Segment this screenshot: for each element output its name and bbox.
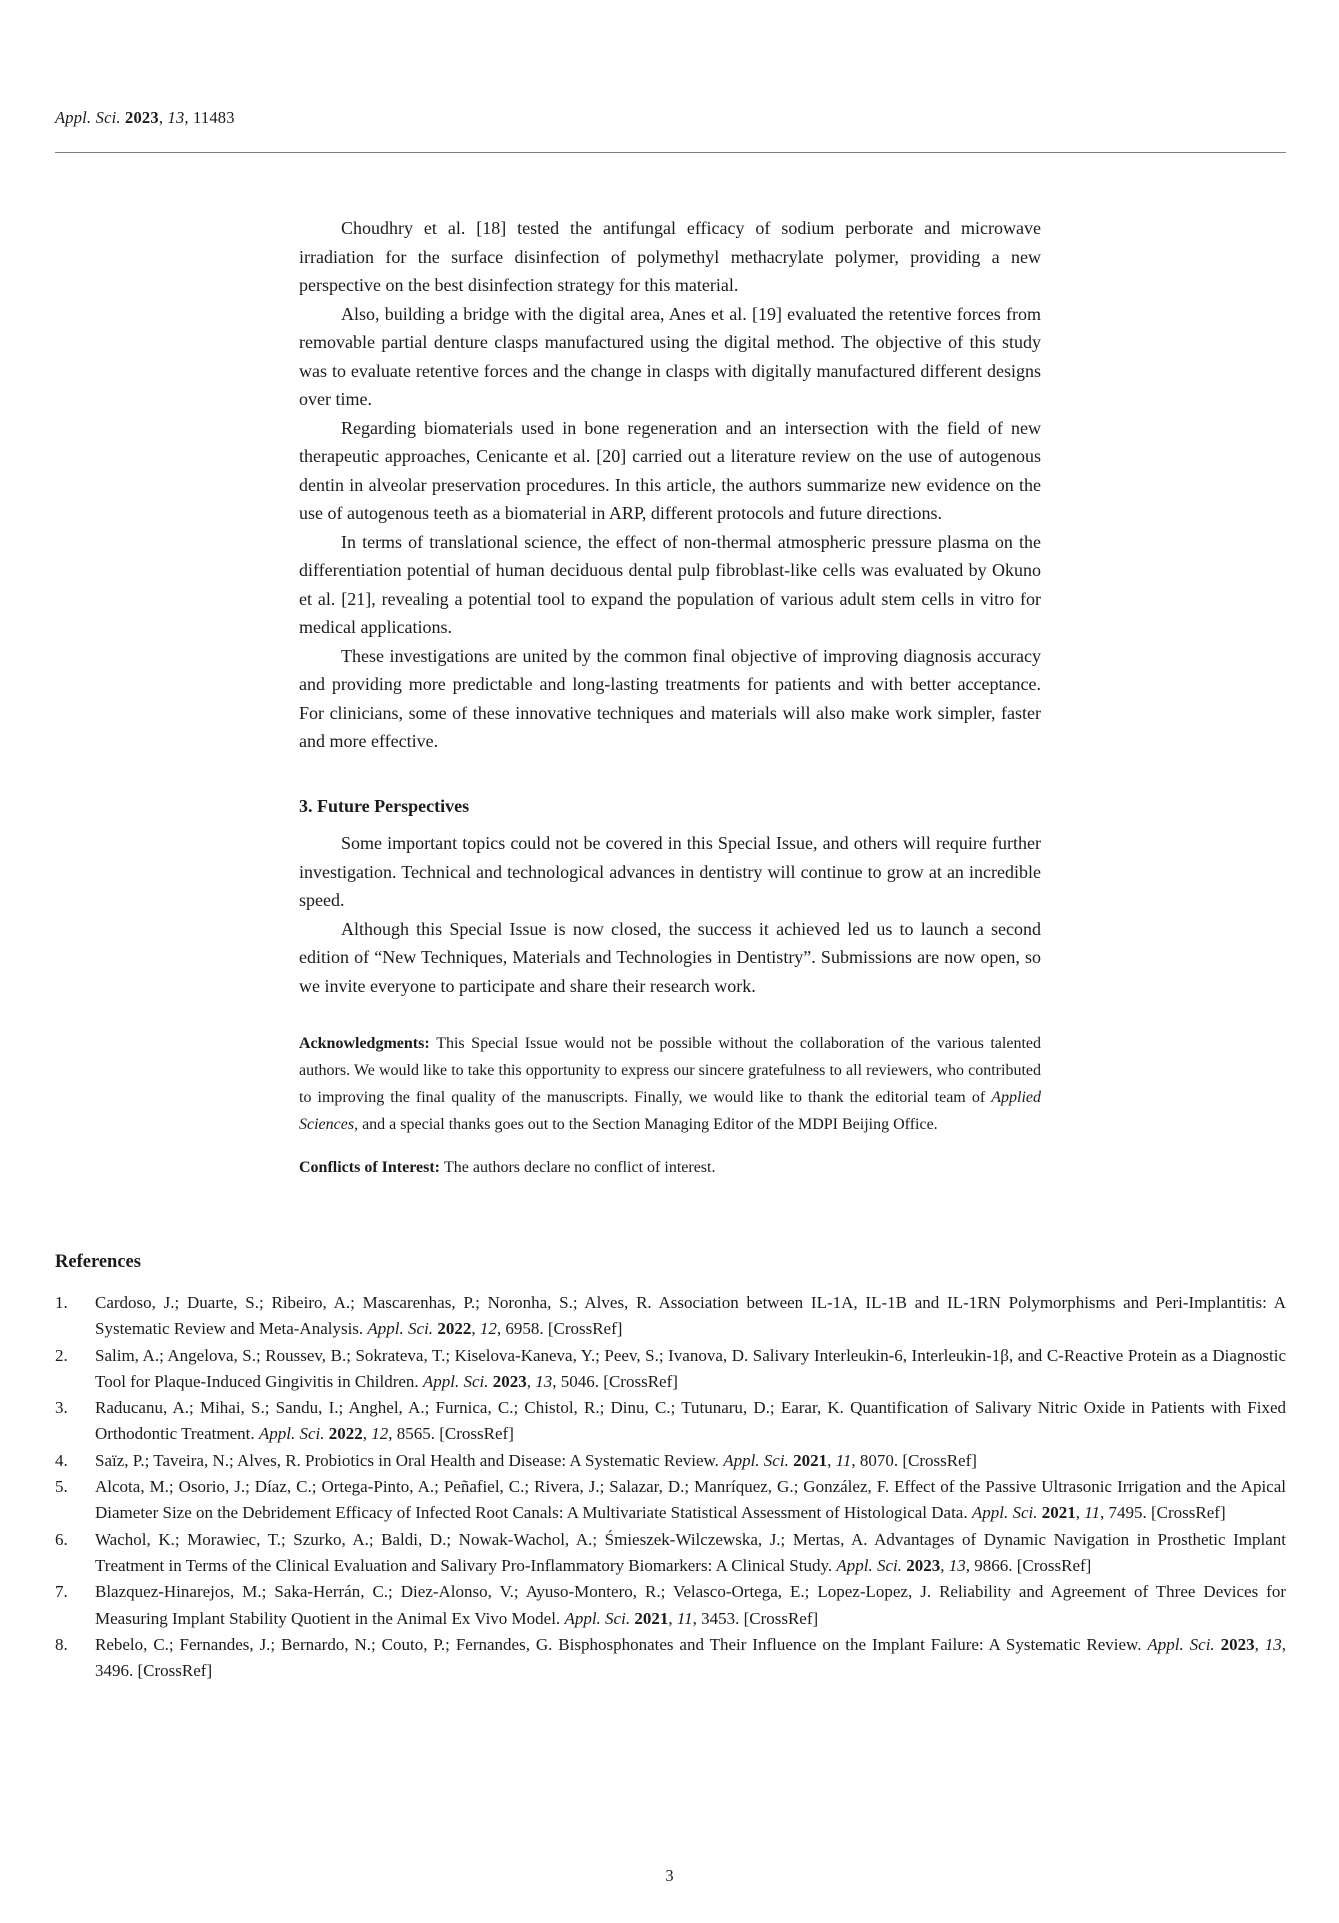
reference-citation	[95, 1474, 1286, 1527]
acknowledgments-text: , and a special thanks goes out to the Section Managing Editor of the MDPI Beijing Office.	[354, 1116, 938, 1133]
reference-separator: ,	[362, 1424, 372, 1444]
reference-pages: , 3496.	[95, 1634, 1286, 1681]
reference-year: 2021	[1041, 1503, 1076, 1523]
reference-journal: Appl. Sci.	[836, 1555, 907, 1575]
reference-text: Rebelo, C.; Fernandes, J.; Bernardo, N.; Couto, P.; Fernandes, G. Bisphosphonates and Their Influence on the Implant Failure: A Systematic Review.	[95, 1634, 1148, 1654]
reference-item	[55, 1579, 1286, 1632]
reference-volume: 13	[535, 1371, 553, 1391]
reference-citation	[95, 1343, 1286, 1396]
references-heading: References	[55, 1252, 141, 1272]
page-footer	[0, 1866, 1339, 1886]
reference-separator: ,	[526, 1371, 536, 1391]
reference-year: 2023	[492, 1371, 527, 1391]
reference-journal: Appl. Sci.	[258, 1424, 329, 1444]
body-paragraph: Regarding biomaterials used in bone regeneration and an intersection with the field of new therapeutic approaches, Cenicante et al. [20] carried out a literature review on the use of autogenous dentin in alveolar preservation procedures. In this article, the authors summarize new evidence on the use of autogenous teeth as a biomaterial in ARP, different protocols and future directions.	[299, 417, 1041, 523]
article-number: , 11483	[184, 108, 235, 127]
crossref-link[interactable]: [CrossRef]	[902, 1450, 977, 1470]
reference-year: 2023	[906, 1555, 941, 1575]
reference-separator: ,	[668, 1608, 677, 1628]
reference-volume: 13	[1264, 1634, 1282, 1654]
reference-pages: , 8565.	[388, 1424, 440, 1444]
reference-number: 3.	[55, 1398, 68, 1418]
acknowledgments-text: This Special Issue would not be possible without the collaboration of the various talented authors. We would like to take this opportunity to express our sincere gratefulness to all reviewers, who contributed to improving the final quality of the manuscripts. Finally, we would like to thank the editorial team of	[299, 1035, 1041, 1106]
page-number: 3	[665, 1866, 674, 1885]
reference-number: 8.	[55, 1634, 68, 1654]
reference-item	[55, 1474, 1286, 1527]
reference-citation	[95, 1395, 1286, 1448]
acknowledgments-block	[299, 1030, 1041, 1138]
reference-journal: Appl. Sci.	[422, 1371, 493, 1391]
reference-volume: 11	[676, 1608, 693, 1628]
reference-year: 2023	[1220, 1634, 1255, 1654]
acknowledgments-journal-name: Applied Sciences	[299, 1089, 1041, 1133]
crossref-link[interactable]: [CrossRef]	[603, 1371, 678, 1391]
conflicts-text: The authors declare no conflict of interest.	[444, 1159, 716, 1176]
reference-separator: ,	[1254, 1634, 1265, 1654]
reference-item	[55, 1290, 1286, 1343]
reference-journal: Appl. Sci.	[723, 1450, 794, 1470]
reference-item	[55, 1448, 1286, 1474]
reference-item	[55, 1343, 1286, 1396]
reference-citation	[95, 1527, 1286, 1580]
reference-item	[55, 1395, 1286, 1448]
references-list	[55, 1290, 1286, 1684]
crossref-link[interactable]: [CrossRef]	[137, 1661, 213, 1681]
reference-text: Alcota, M.; Osorio, J.; Díaz, C.; Ortega-Pinto, A.; Peñafiel, C.; Rivera, J.; Salazar, D.; Manríquez, G.; González, F. Effect of the Passive Ultrasonic Irrigation and the Apical Diameter Size on the Debridement Efficacy of Infected Root Canals: A Multivariate Statistical Assessment of Histological Data.	[95, 1477, 1286, 1523]
reference-text: Salim, A.; Angelova, S.; Roussev, B.; Sokrateva, T.; Kiselova-Kaneva, Y.; Peev, S.; Ivanova, D. Salivary Interleukin-6, Interleukin-1β, and C-Reactive Protein as a Diagnostic Tool for Plaque-Induced Gingivitis in Children.	[95, 1345, 1286, 1391]
crossref-link[interactable]: [CrossRef]	[547, 1319, 623, 1339]
reference-citation	[95, 1290, 1286, 1343]
reference-number: 1.	[55, 1293, 68, 1312]
reference-separator: ,	[1075, 1503, 1085, 1523]
header-divider	[55, 152, 1286, 153]
references-section	[55, 1248, 1286, 1684]
journal-name: Appl. Sci.	[55, 108, 126, 127]
crossref-link[interactable]: [CrossRef]	[1016, 1555, 1092, 1575]
crossref-link[interactable]: [CrossRef]	[743, 1608, 819, 1628]
reference-separator: ,	[471, 1319, 480, 1339]
reference-text: Raducanu, A.; Mihai, S.; Sandu, I.; Anghel, A.; Furnica, C.; Chistol, R.; Dinu, C.; Tutunaru, D.; Earar, K. Quantification of Salivary Nitric Oxide in Patients with Fixed Orthodontic Treatment.	[95, 1398, 1286, 1444]
reference-volume: 11	[835, 1450, 852, 1470]
reference-pages: , 5046.	[552, 1371, 604, 1391]
reference-volume: 11	[1084, 1503, 1100, 1523]
conflicts-label: Conflicts of Interest:	[299, 1159, 445, 1176]
reference-pages: , 9866.	[965, 1555, 1017, 1575]
reference-year: 2022	[328, 1424, 363, 1444]
section-heading: 3. Future Perspectives	[299, 795, 470, 816]
reference-journal: Appl. Sci.	[1147, 1634, 1221, 1654]
reference-volume: 12	[371, 1424, 389, 1444]
body-paragraph: These investigations are united by the common final objective of improving diagnosis accuracy and providing more predictable and long-lasting treatments for patients and with better acceptance. For clinicians, some of these innovative techniques and materials will also make work simpler, faster and more effective.	[299, 645, 1041, 751]
conflicts-of-interest-block	[299, 1154, 1041, 1181]
journal-year: 2023	[125, 108, 159, 127]
reference-number: 6.	[55, 1529, 68, 1549]
journal-volume: 13	[167, 108, 185, 127]
header-separator: ,	[158, 108, 168, 127]
body-paragraph: Some important topics could not be covered in this Special Issue, and others will require further investigation. Technical and technological advances in dentistry will continue to grow at an incredible speed.	[299, 833, 1041, 910]
reference-text: Wachol, K.; Morawiec, T.; Szurko, A.; Baldi, D.; Nowak-Wachol, A.; Śmieszek-Wilczewska, J.; Mertas, A. Advantages of Dynamic Navigation in Prosthetic Implant Treatment in Terms of the Clinical Evaluation and Salivary Pro-Inflammatory Biomarkers: A Clinical Study.	[95, 1529, 1286, 1575]
reference-pages: , 3453.	[692, 1608, 744, 1628]
reference-number: 4.	[55, 1450, 68, 1470]
reference-journal: Appl. Sci.	[564, 1608, 635, 1628]
reference-pages: , 6958.	[496, 1319, 548, 1339]
reference-separator: ,	[940, 1555, 949, 1575]
reference-text: Cardoso, J.; Duarte, S.; Ribeiro, A.; Mascarenhas, P.; Noronha, S.; Alves, R. Association between IL-1A, IL-1B and IL-1RN Polymorphisms and Peri-Implantitis: A Systematic Review and Meta-Analysis.	[95, 1293, 1286, 1339]
reference-volume: 13	[948, 1555, 966, 1575]
reference-number: 2.	[55, 1345, 68, 1365]
reference-number: 5.	[55, 1477, 68, 1497]
reference-year: 2021	[634, 1608, 669, 1628]
reference-pages: , 7495.	[1100, 1503, 1151, 1523]
reference-number: 7.	[55, 1582, 68, 1602]
body-paragraph: In terms of translational science, the effect of non-thermal atmospheric pressure plasma on the differentiation potential of human deciduous dental pulp fibroblast-like cells was evaluated by Okuno et al. [21], revealing a potential tool to expand the population of various adult stem cells in vitro for medical applications.	[299, 531, 1041, 637]
body-paragraph: Also, building a bridge with the digital area, Anes et al. [19] evaluated the retentive forces from removable partial denture clasps manufactured using the digital method. The objective of this study was to evaluate retentive forces and the change in clasps with digitally manufactured different designs over time.	[299, 303, 1041, 409]
reference-pages: , 8070.	[851, 1450, 903, 1470]
reference-citation	[95, 1579, 1286, 1632]
reference-year: 2021	[793, 1450, 828, 1470]
reference-text: Saïz, P.; Taveira, N.; Alves, R. Probiotics in Oral Health and Disease: A Systematic Review.	[95, 1450, 724, 1470]
crossref-link[interactable]: [CrossRef]	[439, 1424, 514, 1444]
reference-item	[55, 1632, 1286, 1685]
body-paragraph: Choudhry et al. [18] tested the antifungal efficacy of sodium perborate and microwave irradiation for the surface disinfection of polymethyl methacrylate polymer, providing a new perspective on the best disinfection strategy for this material.	[299, 218, 1041, 295]
acknowledgments-label: Acknowledgments:	[299, 1035, 437, 1052]
reference-year: 2022	[437, 1319, 472, 1339]
reference-journal: Appl. Sci.	[367, 1319, 438, 1339]
reference-journal: Appl. Sci.	[971, 1503, 1042, 1523]
reference-citation	[95, 1448, 1286, 1474]
reference-text: Blazquez-Hinarejos, M.; Saka-Herrán, C.; Diez-Alonso, V.; Ayuso-Montero, R.; Velasco-Ortega, E.; Lopez-Lopez, J. Reliability and Agreement of Three Devices for Measuring Implant Stability Quotient in the Animal Ex Vivo Model.	[95, 1582, 1286, 1628]
crossref-link[interactable]: [CrossRef]	[1151, 1503, 1226, 1523]
reference-item	[55, 1527, 1286, 1580]
reference-separator: ,	[827, 1450, 836, 1470]
reference-volume: 12	[479, 1319, 497, 1339]
article-body	[299, 214, 1041, 1181]
reference-citation	[95, 1632, 1286, 1685]
header-citation	[55, 108, 1286, 128]
body-paragraph: Although this Special Issue is now closed, the success it achieved led us to launch a second edition of “New Techniques, Materials and Technologies in Dentistry”. Submissions are now open, so we invite everyone to participate and share their research work.	[299, 918, 1041, 996]
